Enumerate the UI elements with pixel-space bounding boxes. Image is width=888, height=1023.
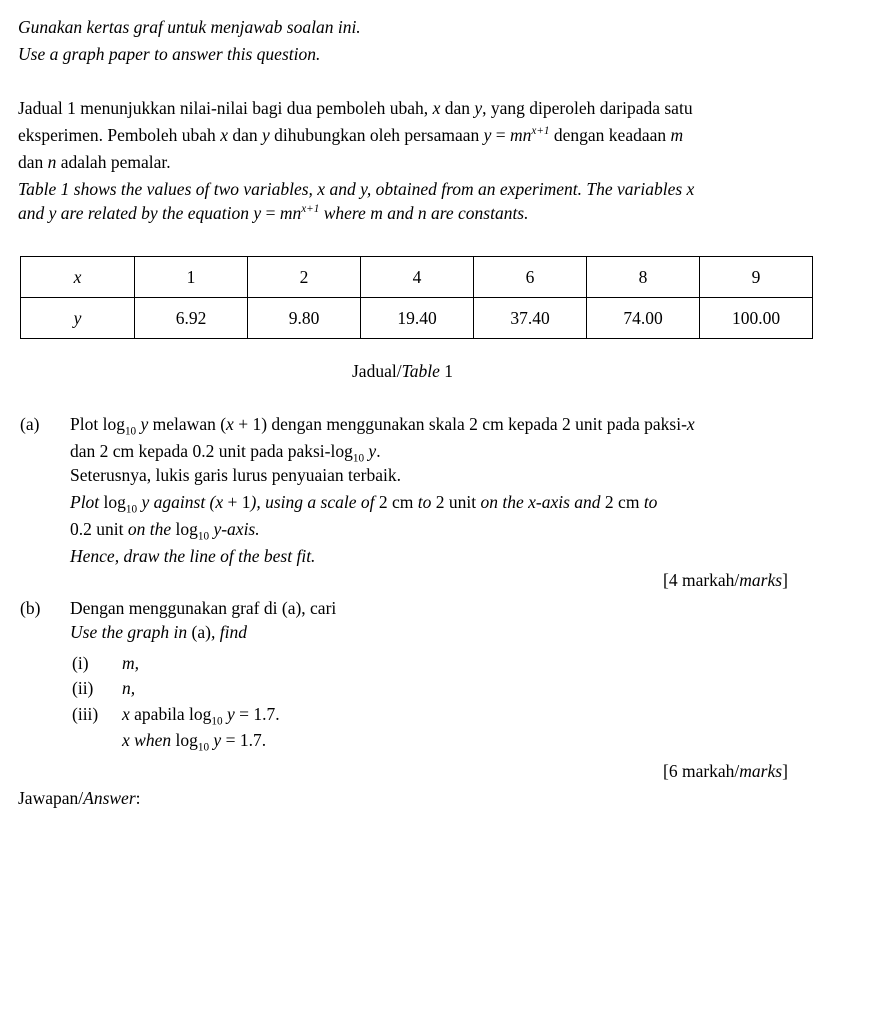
cell-x-2: 2 <box>248 257 361 298</box>
text-fragment: and <box>382 203 418 223</box>
text-fragment: against ( <box>149 492 216 512</box>
text-fragment: on the x-axis and <box>476 492 605 512</box>
cell-x-5: 8 <box>587 257 700 298</box>
log-label: log <box>175 519 198 539</box>
cell-x-4: 6 <box>474 257 587 298</box>
caption-number: 1 <box>439 361 453 381</box>
caption-english: Table <box>401 361 440 381</box>
caption-malay: Jadual/ <box>352 361 402 381</box>
variable-m: m <box>370 203 383 223</box>
log-label: log <box>103 492 126 512</box>
text-fragment: Use the graph in <box>70 622 192 642</box>
intro-paragraph-malay-line2 <box>18 127 683 145</box>
question-a-malay-line1 <box>70 414 695 438</box>
equation-lhs: y <box>483 125 492 145</box>
variable-y: y <box>364 441 377 461</box>
variable-n: n <box>47 152 57 172</box>
variable-y: y <box>136 414 149 434</box>
intro-paragraph-malay-line3 <box>18 154 171 172</box>
variable-y: y <box>137 492 150 512</box>
variable-y: y <box>222 704 235 724</box>
variable-y: y <box>209 730 222 750</box>
equals-sign: = <box>261 203 280 223</box>
question-label-b: (b) <box>20 598 41 618</box>
question-a-malay-line3: Seterusnya, lukis garis lurus penyuaian terbaik. <box>70 465 401 485</box>
variable-x: x <box>215 492 224 512</box>
question-a-malay-line2 <box>70 441 381 465</box>
subquestion-iii-malay <box>122 704 280 728</box>
cell-y-1: 6.92 <box>135 298 248 339</box>
variable-y: y <box>262 125 270 145</box>
text-fragment: melawan ( <box>148 414 227 434</box>
variable-m: m <box>670 125 684 145</box>
equals-sign: = <box>491 125 511 145</box>
text-fragment: dan 2 cm kepada 0.2 unit pada paksi-log <box>70 441 353 461</box>
log-base-subscript: 10 <box>124 425 137 438</box>
text-fragment: , find <box>210 622 247 642</box>
subquestion-label-ii: (ii) <box>72 678 94 698</box>
question-b-malay-line1: Dengan menggunakan graf di (a), cari <box>70 598 337 618</box>
text-fragment: ), using a scale of <box>250 492 379 512</box>
answer-colon: : <box>135 788 141 808</box>
text-fragment: and <box>18 203 49 223</box>
text-fragment: . <box>376 441 381 461</box>
text-fragment: Plot log <box>70 414 125 434</box>
variable-y: y <box>360 179 367 199</box>
marks-bracket: ] <box>782 761 788 781</box>
answer-english: Answer <box>83 788 136 808</box>
subquestion-iii-english <box>122 730 267 754</box>
question-b-english-line1 <box>70 624 247 642</box>
data-table <box>20 256 813 339</box>
variable-x: x <box>317 179 326 199</box>
log-base-subscript: 10 <box>197 530 210 543</box>
row-label-y: y <box>21 298 135 339</box>
text-fragment: dihubungkan oleh persamaan <box>269 125 484 145</box>
answer-label <box>18 790 141 808</box>
answer-malay: Jawapan/ <box>18 788 84 808</box>
text-fragment: eksperimen. Pemboleh ubah <box>18 125 221 145</box>
cell-x-3: 4 <box>361 257 474 298</box>
text-fragment: are constants. <box>426 203 529 223</box>
log-base-subscript: 10 <box>197 741 210 754</box>
text-fragment: Plot <box>70 492 104 512</box>
subquestion-label-i: (i) <box>72 653 89 673</box>
scale-value-3: 2 cm <box>604 492 640 512</box>
text-fragment: Jadual 1 menunjukkan nilai-nilai bagi dua pemboleh ubah, <box>18 98 433 118</box>
text-fragment: -axis. <box>221 519 260 539</box>
cell-y-3: 19.40 <box>361 298 474 339</box>
table-row-y <box>21 298 813 339</box>
text-fragment: adalah pemalar. <box>56 152 171 172</box>
scale-value-1: 2 cm <box>378 492 414 512</box>
text-fragment: when <box>129 730 176 750</box>
text-fragment: and <box>325 179 361 199</box>
equation-rhs-base: mn <box>279 203 302 223</box>
text-fragment: Table 1 shows the values of two variables, <box>18 179 318 199</box>
text-fragment: apabila log <box>129 704 212 724</box>
instruction-line-english: Use a graph paper to answer this question. <box>18 44 321 64</box>
intro-paragraph-malay-line1 <box>18 100 693 118</box>
equation-exponent: x+1 <box>531 125 550 138</box>
row-label-x: x <box>21 257 135 298</box>
variable-x: x <box>686 179 695 199</box>
cell-x-6: 9 <box>700 257 813 298</box>
question-a-english-line1 <box>70 492 658 516</box>
marks-allocation-b <box>663 763 788 781</box>
log-base-subscript: 10 <box>125 503 138 516</box>
variable-x: x <box>122 704 130 724</box>
text-fragment: dan <box>18 152 48 172</box>
text-fragment: dan <box>440 98 475 118</box>
log-base-subscript: 10 <box>211 715 223 728</box>
text-fragment: where <box>319 203 371 223</box>
cell-y-2: 9.80 <box>248 298 361 339</box>
text-fragment: are related by the equation <box>56 203 254 223</box>
intro-paragraph-english-line2 <box>18 205 529 223</box>
text-fragment: + 1 <box>223 492 251 512</box>
variable-n: n <box>417 203 427 223</box>
equation-lhs: y <box>253 203 262 223</box>
text-fragment: = 1.7. <box>234 704 280 724</box>
marks-malay: [4 markah/ <box>663 570 740 590</box>
variable-y: y <box>48 203 57 223</box>
table-row-x <box>21 257 813 298</box>
text-fragment: , obtained from an experiment. The variables <box>366 179 687 199</box>
text-fragment: = 1.7. <box>221 730 267 750</box>
cell-y-5: 74.00 <box>587 298 700 339</box>
variable-x: x <box>226 414 234 434</box>
variable-x: x <box>122 730 130 750</box>
variable-y: y <box>474 98 483 118</box>
text-fragment: dengan keadaan <box>549 125 671 145</box>
subquestion-ii-text: n, <box>122 678 136 698</box>
variable-y: y <box>209 519 222 539</box>
cell-x-1: 1 <box>135 257 248 298</box>
question-a-english-line3: Hence, draw the line of the best fit. <box>70 546 316 566</box>
marks-english: marks <box>739 570 783 590</box>
table-caption <box>352 363 453 381</box>
text-fragment: + 1 <box>233 414 262 434</box>
question-a-english-line2 <box>70 519 260 543</box>
equation-exponent: x+1 <box>301 203 320 216</box>
text-fragment: , yang diperoleh daripada satu <box>482 98 693 118</box>
cell-y-6: 100.00 <box>700 298 813 339</box>
scale-value-4: 0.2 unit <box>70 519 124 539</box>
text-fragment: dan <box>227 125 262 145</box>
text-fragment: to <box>639 492 658 512</box>
log-base-subscript: 10 <box>352 452 365 465</box>
intro-paragraph-english-line1 <box>18 181 694 199</box>
variable-x: x <box>686 414 695 434</box>
marks-malay: [6 markah/ <box>663 761 740 781</box>
marks-bracket: ] <box>782 570 788 590</box>
subquestion-label-iii: (iii) <box>72 704 99 724</box>
variable-x: x <box>220 125 228 145</box>
question-label-a: (a) <box>20 414 40 434</box>
text-fragment: to <box>413 492 436 512</box>
text-fragment: on the <box>123 519 176 539</box>
log-label: log <box>175 730 198 750</box>
marks-allocation-a <box>663 572 788 590</box>
marks-english: marks <box>739 761 783 781</box>
reference-a: (a) <box>191 622 211 642</box>
text-fragment: ) dengan menggunakan skala 2 cm kepada 2 unit pada paksi- <box>261 414 687 434</box>
scale-value-2: 2 unit <box>435 492 477 512</box>
equation-rhs-base: mn <box>510 125 532 145</box>
cell-y-4: 37.40 <box>474 298 587 339</box>
subquestion-i-text: m, <box>122 653 140 673</box>
instruction-line-malay: Gunakan kertas graf untuk menjawab soalan ini. <box>18 17 361 37</box>
variable-x: x <box>432 98 441 118</box>
